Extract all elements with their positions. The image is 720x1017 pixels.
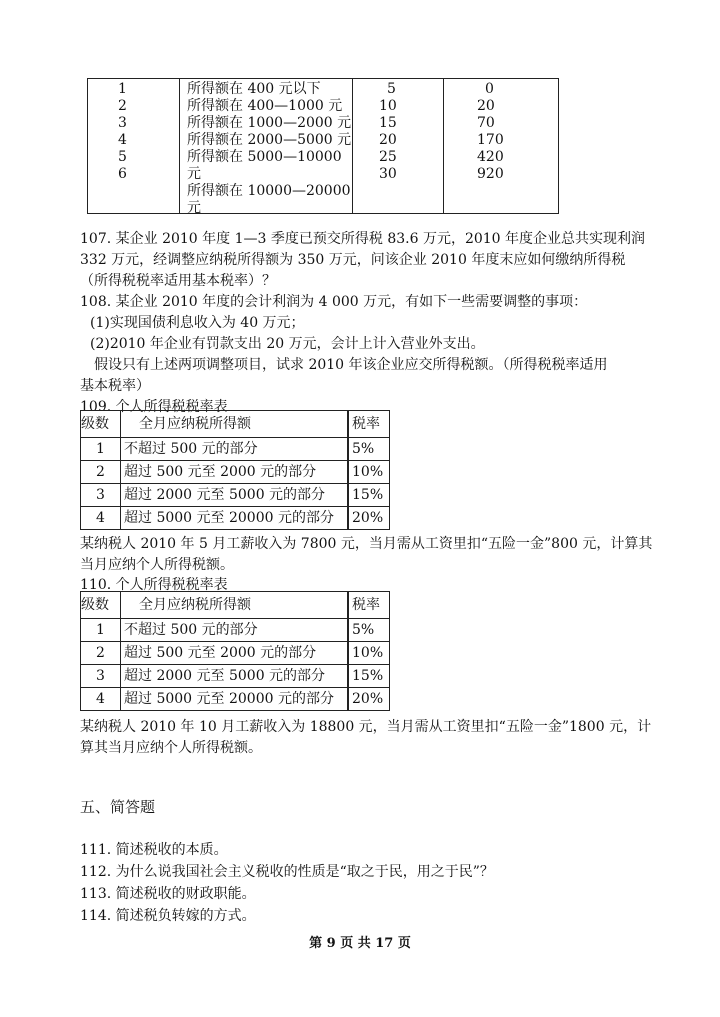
range-cell: 所得额在 5000—10000 元: [187, 149, 342, 182]
question-108-line: 基本税率）: [80, 378, 150, 394]
header-level: 级数: [81, 592, 121, 619]
header-rate: 税率: [348, 411, 390, 438]
income-tax-rate-table-110: [80, 591, 390, 711]
level-cell: 5: [118, 149, 127, 165]
rate-cell: 10: [379, 98, 397, 114]
question-110-title: 110. 个人所得税税率表: [80, 577, 228, 593]
rate-cell: 10%: [348, 642, 390, 665]
range-cell: 所得额在 400—1000 元: [187, 98, 343, 114]
range-cell: 超过 2000 元至 5000 元的部分: [121, 665, 349, 688]
range-cell: 超过 5000 元至 20000 元的部分: [121, 507, 349, 530]
level-cell: 4: [118, 132, 127, 148]
question-110-text: 算其当月应纳个人所得税额。: [80, 740, 262, 756]
level-cell: 3: [118, 115, 127, 131]
level-cell: 4: [81, 688, 121, 711]
range-cell: 所得额在 10000—20000: [187, 183, 351, 199]
deduction-cell: 20: [477, 98, 495, 114]
rate-cell: 30: [379, 166, 397, 182]
rate-cell: 20%: [348, 507, 390, 530]
rate-cell: 25: [379, 149, 397, 165]
range-cell: 所得额在 400 元以下: [187, 81, 321, 97]
range-cell: 超过 500 元至 2000 元的部分: [121, 642, 349, 665]
range-cell: 所得额在 2000—5000 元: [187, 132, 352, 148]
rate-cell: 10%: [348, 461, 390, 484]
rate-cell: 15: [379, 115, 397, 131]
level-cell: 4: [81, 507, 121, 530]
level-cell: 3: [81, 665, 121, 688]
deduction-column: [445, 79, 558, 213]
table-row: [81, 507, 390, 530]
level-cell: 6: [118, 166, 127, 182]
level-cell: 1: [81, 438, 121, 461]
question-108-line: 假设只有上述两项调整项目，试求 2010 年该企业应交所得税额。（所得税税率适用: [94, 357, 608, 373]
level-cell: 3: [81, 484, 121, 507]
range-cell: 不超过 500 元的部分: [121, 619, 349, 642]
header-range: 全月应纳税所得额: [121, 411, 349, 438]
question-109-text: 某纳税人 2010 年 5 月工薪收入为 7800 元，当月需从工资里扣“五险一金”800 元，计算其: [80, 536, 653, 552]
rate-cell: 15%: [348, 665, 390, 688]
level-cell: 2: [81, 642, 121, 665]
question-108-line: 108. 某企业 2010 年度的会计利润为 4 000 万元，有如下一些需要调整的事项：: [80, 294, 588, 310]
deduction-cell: 420: [477, 149, 504, 165]
header-rate: 税率: [348, 592, 390, 619]
range-cell: 元: [187, 200, 201, 216]
deduction-cell: 170: [477, 132, 504, 148]
question-109-title: 109. 个人所得税税率表: [80, 399, 228, 415]
level-cell: 1: [118, 81, 127, 97]
deduction-cell: 0: [485, 81, 494, 97]
question-113: 113. 简述税收的财政职能。: [80, 886, 256, 902]
question-108-item: (2)2010 年企业有罚款支出 20 万元，会计上计入营业外支出。: [90, 336, 485, 352]
range-column: [181, 79, 353, 216]
question-110-text: 某纳税人 2010 年 10 月工薪收入为 18800 元，当月需从工资里扣“五险一金”1800 元，计: [80, 719, 652, 735]
question-112: 112. 为什么说我国社会主义税收的性质是“取之于民，用之于民”？: [80, 864, 494, 880]
question-108-item: (1)实现国债利息收入为 40 万元；: [90, 315, 305, 331]
tax-bracket-table: [87, 78, 559, 214]
question-109-text: 当月应纳个人所得税额。: [80, 557, 234, 573]
question-107-line: 332 万元，经调整应纳税所得额为 350 万元，问该企业 2010 年度末应如何缴纳所得税: [80, 252, 626, 268]
table-header-row: [81, 411, 390, 438]
header-range: 全月应纳税所得额: [121, 592, 349, 619]
table-row: [81, 642, 390, 665]
rate-cell: 20%: [348, 688, 390, 711]
rate-cell: 20: [379, 132, 397, 148]
deduction-cell: 920: [477, 166, 504, 182]
header-level: 级数: [81, 411, 121, 438]
question-107-line: 107. 某企业 2010 年度 1—3 季度已预交所得税 83.6 万元，2010 年度企业总共实现利润: [80, 231, 646, 247]
table-row: [81, 484, 390, 507]
table-row: [81, 461, 390, 484]
table-row: [81, 688, 390, 711]
section-title: 五、简答题: [80, 798, 156, 816]
table-header-row: [81, 592, 390, 619]
table-row: [81, 665, 390, 688]
level-cell: 1: [81, 619, 121, 642]
range-cell: 超过 5000 元至 20000 元的部分: [121, 688, 349, 711]
range-cell: 不超过 500 元的部分: [121, 438, 349, 461]
level-cell: 2: [118, 98, 127, 114]
deduction-cell: 70: [477, 115, 495, 131]
question-107-line: （所得税税率适用基本税率）？: [80, 273, 276, 289]
table-row: [81, 438, 390, 461]
rate-column: [354, 79, 444, 213]
range-cell: 超过 2000 元至 5000 元的部分: [121, 484, 349, 507]
rate-cell: 15%: [348, 484, 390, 507]
range-cell: 超过 500 元至 2000 元的部分: [121, 461, 349, 484]
question-111: 111. 简述税收的本质。: [80, 842, 228, 858]
rate-cell: 5: [387, 81, 396, 97]
rate-cell: 5%: [348, 438, 390, 461]
level-cell: 2: [81, 461, 121, 484]
question-114: 114. 简述税负转嫁的方式。: [80, 908, 256, 924]
table-row: [81, 619, 390, 642]
page-number: 第 9 页 共 17 页: [309, 936, 411, 951]
income-tax-rate-table-109: [80, 410, 390, 530]
rate-cell: 5%: [348, 619, 390, 642]
range-cell: 所得额在 1000—2000 元: [187, 115, 352, 131]
level-column: [88, 79, 180, 213]
